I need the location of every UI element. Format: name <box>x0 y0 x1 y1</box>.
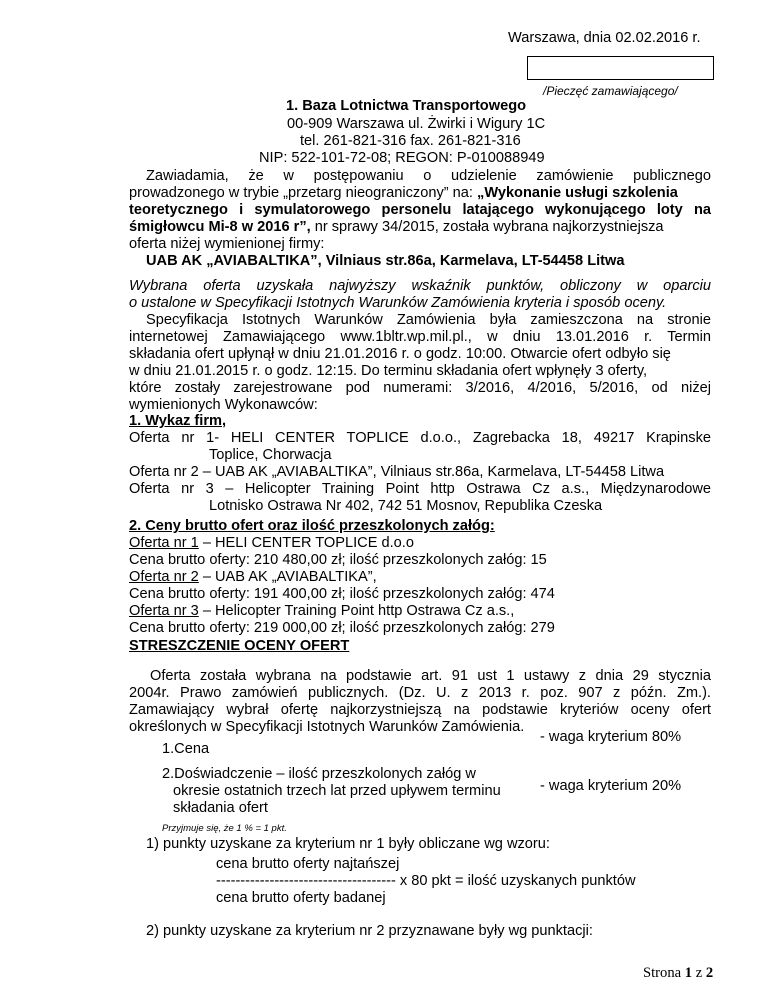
intro-line-3: teoretycznego i symulatorowego personelu latającego wykonującego loty na <box>129 202 711 218</box>
page-number: Strona 1 z 2 <box>643 965 714 981</box>
summary-line-3: Zamawiający wybrał ofertę najkorzystniejszą na podstawie kryteriów oceny ofert <box>129 702 711 718</box>
summary-line-1: Oferta została wybrana na podstawie art. 91 ust 1 ustawy z dnia 29 stycznia <box>150 668 711 684</box>
rationale-line-1: Wybrana oferta uzyskała najwyższy wskaźnik punktów, obliczony w oparciu <box>129 278 711 294</box>
summary-line-2: 2004r. Prawo zamówień publicznych. (Dz. U. z 2013 r. poz. 907 z późn. Zm.). <box>129 685 711 701</box>
intro-line-4: śmigłowcu Mi-8 w 2016 r”, nr sprawy 34/2015, została wybrana najkorzystniejsza <box>129 219 664 235</box>
stamp-box <box>527 56 714 80</box>
criterion-2-weight: - waga kryterium 20% <box>540 778 682 794</box>
intro-line-5: oferta niżej wymienionej firmy: <box>129 236 325 252</box>
spec-line-1: Specyfikacja Istotnych Warunków Zamówienia była zamieszczona na stronie <box>146 312 711 328</box>
price-offer-2-title: Oferta nr 2 – UAB AK „AVIABALTIKA”, <box>129 569 377 585</box>
spec-line-2: internetowej Zamawiającego www.1bltr.wp.mil.pl., w dniu 13.01.2016 r. Termin <box>129 329 711 345</box>
summary-line-4: określonych w Specyfikacji Istotnych Warunków Zamówienia. <box>129 719 525 735</box>
organizer-phone: tel. 261-821-316 fax. 261-821-316 <box>300 133 521 149</box>
percent-note: Przyjmuje się, że 1 % = 1 pkt. <box>162 823 287 834</box>
winner-line: UAB AK „AVIABALTIKA”, Vilniaus str.86a, Karmelava, LT-54458 Litwa <box>146 253 625 269</box>
spec-line-4: w dniu 21.01.2015 r. o godz. 12:15. Do terminu składania ofert wpłynęły 3 oferty, <box>129 363 648 379</box>
organizer-name: 1. Baza Lotnictwa Transportowego <box>286 98 527 114</box>
criterion-2-name-line-2: okresie ostatnich trzech lat przed upływem terminu <box>173 783 501 799</box>
price-offer-3-title: Oferta nr 3 – Helicopter Training Point http Ostrawa Cz a.s., <box>129 603 515 619</box>
spec-line-5: które zostały zarejestrowane pod numerami: 3/2016, 4/2016, 5/2016, od niżej <box>129 380 711 396</box>
offer-3-line-2: Lotnisko Ostrawa Nr 402, 742 51 Mosnov, Republika Czeska <box>209 498 603 514</box>
criterion-2-name-line-1: 2.Doświadczenie – ilość przeszkolonych załóg w <box>162 766 476 782</box>
offer-1-line-1: Oferta nr 1- HELI CENTER TOPLICE d.o.o., Zagrebacka 18, 49217 Krapinske <box>129 430 711 446</box>
formula-fraction-line: ------------------------------------- x 80 pkt = ilość uzyskanych punktów <box>216 873 636 889</box>
offer-2-line: Oferta nr 2 – UAB AK „AVIABALTIKA”, Vilniaus str.86a, Karmelava, LT-54458 Litwa <box>129 464 665 480</box>
prices-heading: 2. Ceny brutto ofert oraz ilość przeszkolonych załóg: <box>129 518 495 534</box>
price-offer-1-details: Cena brutto oferty: 210 480,00 zł; ilość przeszkolonych załóg: 15 <box>129 552 547 568</box>
offer-3-line-1: Oferta nr 3 – Helicopter Training Point http Ostrawa Cz a.s., Międzynarodowe <box>129 481 711 497</box>
intro-line-1: Zawiadamia, że w postępowaniu o udzielenie zamówienie publicznego <box>146 168 711 184</box>
formula-numerator: cena brutto oferty najtańszej <box>216 856 400 872</box>
organizer-address: 00-909 Warszawa ul. Żwirki i Wigury 1C <box>287 116 546 132</box>
spec-line-6: wymienionych Wykonawców: <box>129 397 318 413</box>
date-line: Warszawa, dnia 02.02.2016 r. <box>508 30 701 46</box>
organizer-ids: NIP: 522-101-72-08; REGON: P-010088949 <box>259 150 545 166</box>
summary-heading: STRESZCZENIE OCENY OFERT <box>129 638 350 654</box>
firms-heading: 1. Wykaz firm, <box>129 413 227 429</box>
offer-1-line-2: Toplice, Chorwacja <box>209 447 332 463</box>
points-criterion-2-intro: 2) punkty uzyskane za kryterium nr 2 przyznawane były wg punktacji: <box>146 923 593 939</box>
price-offer-1-title: Oferta nr 1 – HELI CENTER TOPLICE d.o.o <box>129 535 414 551</box>
intro-line-2: prowadzonego w trybie „przetarg nieograniczony” na: „Wykonanie usługi szkolenia <box>129 185 678 201</box>
formula-denominator: cena brutto oferty badanej <box>216 890 386 906</box>
criterion-1-weight: - waga kryterium 80% <box>540 729 682 745</box>
price-offer-2-details: Cena brutto oferty: 191 400,00 zł; ilość przeszkolonych załóg: 474 <box>129 586 555 602</box>
formula-intro: 1) punkty uzyskane za kryterium nr 1 były obliczane wg wzoru: <box>146 836 550 852</box>
spec-line-3: składania ofert upłynął w dniu 21.01.2016 r. o godz. 10:00. Otwarcie ofert odbyło się <box>129 346 671 362</box>
criterion-1-name: 1.Cena <box>162 741 210 757</box>
criterion-2-name-line-3: składania ofert <box>173 800 268 816</box>
rationale-line-2: o ustalone w Specyfikacji Istotnych Warunków Zamówienia kryteria i sposób oceny. <box>129 295 667 311</box>
price-offer-3-details: Cena brutto oferty: 219 000,00 zł; ilość przeszkolonych załóg: 279 <box>129 620 555 636</box>
stamp-caption: /Pieczęć zamawiającego/ <box>543 84 678 98</box>
